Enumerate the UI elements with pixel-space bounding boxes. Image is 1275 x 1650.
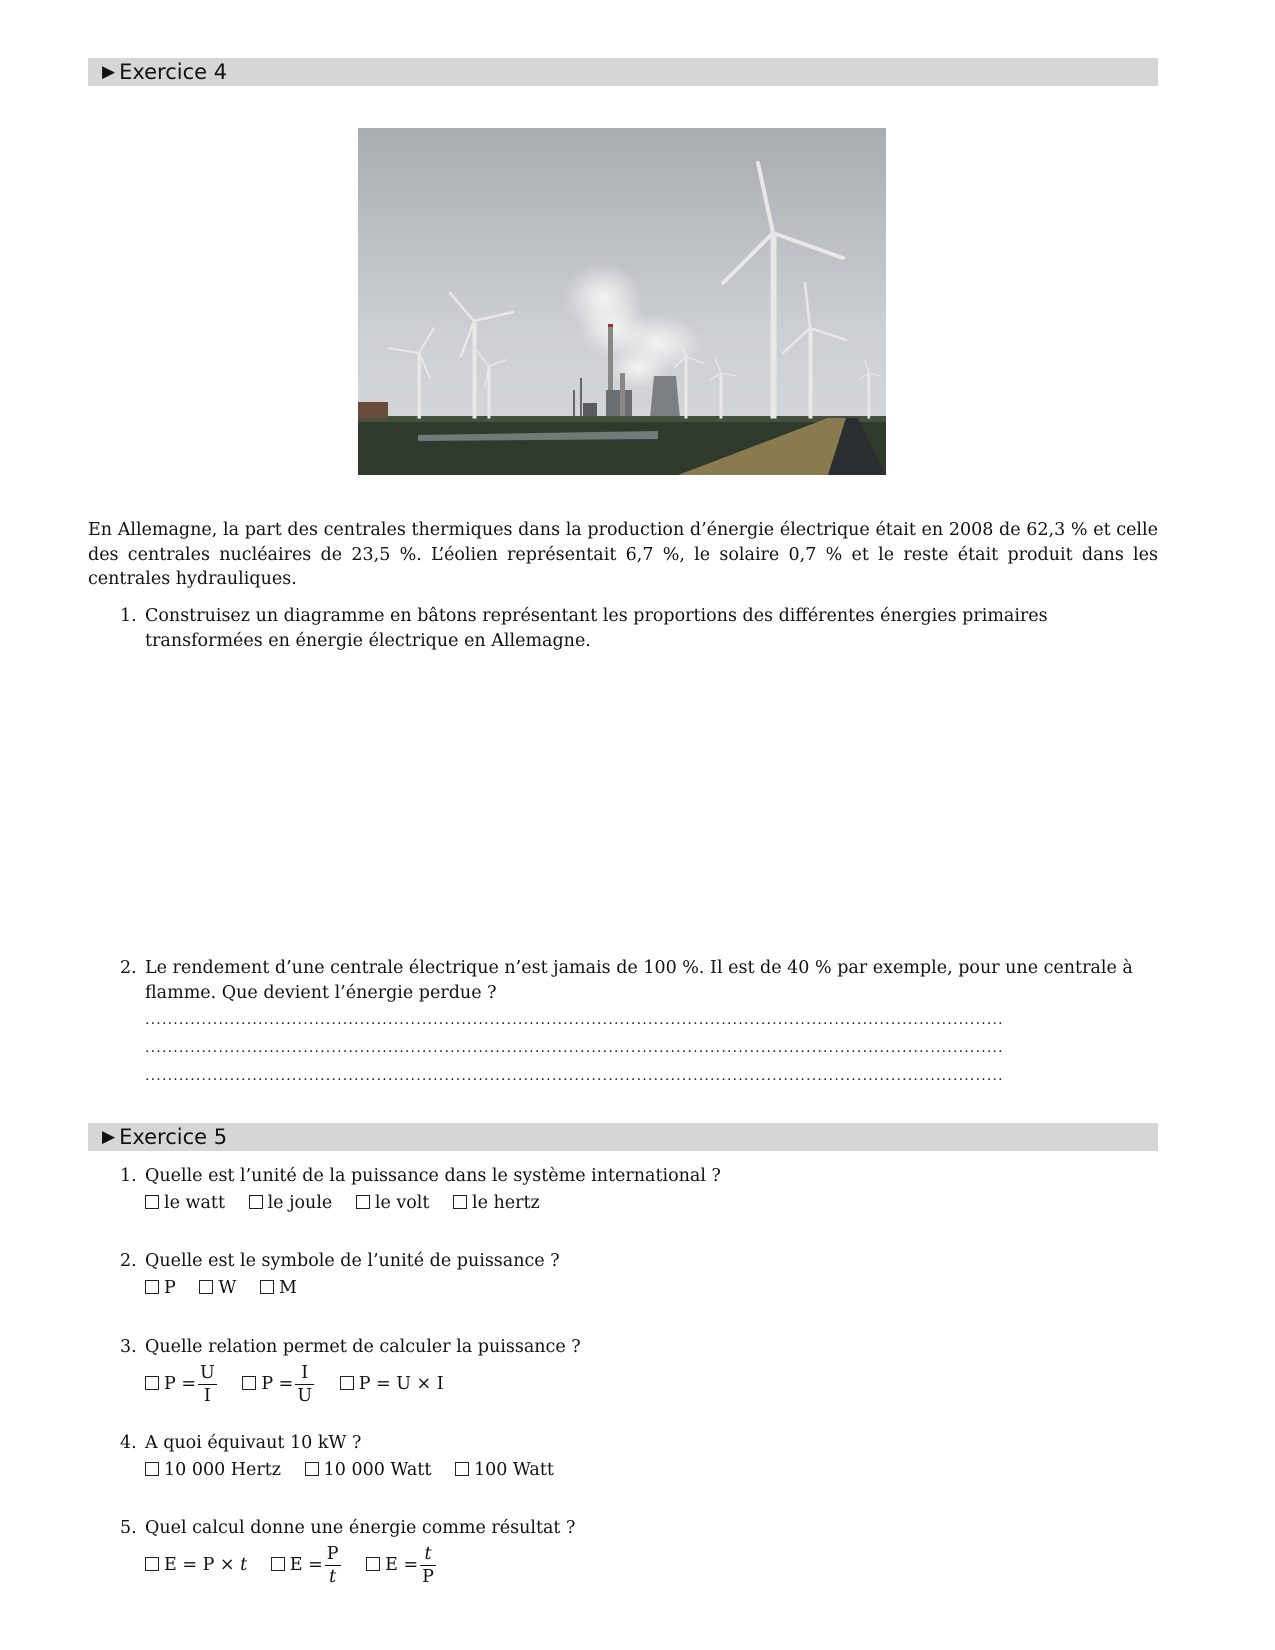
fraction: $\frac{t}{P}$ bbox=[422, 1544, 434, 1587]
question-number: 2. bbox=[120, 1251, 137, 1271]
triangle-right-icon: ▶ bbox=[102, 1127, 116, 1147]
checkbox[interactable] bbox=[249, 1195, 263, 1209]
answer-line-3[interactable]: ........................................................................................................................................................ bbox=[145, 1068, 1004, 1084]
ex5-q2-options bbox=[145, 1278, 315, 1298]
checkbox[interactable] bbox=[145, 1376, 159, 1390]
option-w[interactable]: W bbox=[199, 1278, 236, 1298]
exercise-4-header bbox=[88, 58, 1158, 86]
ex5-q1-options bbox=[145, 1193, 558, 1213]
question-text: Construisez un diagramme en bâtons représentant les proportions des différentes énergies primaires transformées en énergie électrique en Allemagne. bbox=[145, 606, 1048, 651]
question-number: 5. bbox=[120, 1518, 137, 1538]
checkbox[interactable] bbox=[145, 1557, 159, 1571]
checkbox[interactable] bbox=[340, 1376, 354, 1390]
checkbox[interactable] bbox=[260, 1280, 274, 1294]
ex5-question-4 bbox=[88, 1431, 1158, 1456]
question-text: Quelle relation permet de calculer la puissance ? bbox=[145, 1337, 581, 1357]
checkbox[interactable] bbox=[356, 1195, 370, 1209]
option-e-p-times-t[interactable]: E = P × t bbox=[145, 1555, 247, 1575]
checkbox[interactable] bbox=[199, 1280, 213, 1294]
option-p-u-times-i[interactable]: P = U × I bbox=[340, 1374, 444, 1394]
option-p-u-over-i[interactable]: P = $\frac{U}{I}$ bbox=[145, 1362, 219, 1407]
checkbox[interactable] bbox=[453, 1195, 467, 1209]
answer-line-2[interactable]: ........................................................................................................................................................ bbox=[145, 1040, 1004, 1056]
option-joule[interactable]: le joule bbox=[249, 1193, 333, 1213]
checkbox[interactable] bbox=[366, 1557, 380, 1571]
exercise-5-title: Exercice 5 bbox=[119, 1125, 228, 1149]
question-text: Le rendement d’une centrale électrique n’est jamais de 100 %. Il est de 40 % par exemple, pour une centrale à flamme. Que devient l’énergie perdue ? bbox=[145, 958, 1133, 1003]
option-hertz[interactable]: le hertz bbox=[453, 1193, 540, 1213]
question-number: 1. bbox=[120, 1166, 137, 1186]
question-number: 1. bbox=[120, 606, 137, 626]
ex5-q3-options bbox=[145, 1362, 462, 1407]
ex5-question-1 bbox=[88, 1164, 1158, 1189]
option-m[interactable]: M bbox=[260, 1278, 297, 1298]
answer-line-1[interactable]: ........................................................................................................................................................ bbox=[145, 1012, 1004, 1028]
option-100-watt[interactable]: 100 Watt bbox=[455, 1460, 554, 1480]
ex5-question-2 bbox=[88, 1249, 1158, 1274]
option-volt[interactable]: le volt bbox=[356, 1193, 430, 1213]
triangle-right-icon: ▶ bbox=[102, 62, 116, 82]
option-p-i-over-u[interactable]: P = $\frac{I}{U}$ bbox=[242, 1362, 316, 1407]
checkbox[interactable] bbox=[271, 1557, 285, 1571]
option-watt[interactable]: le watt bbox=[145, 1193, 225, 1213]
checkbox[interactable] bbox=[145, 1462, 159, 1476]
option-p[interactable]: P bbox=[145, 1278, 176, 1298]
question-text: A quoi équivaut 10 kW ? bbox=[145, 1433, 362, 1453]
question-text: Quelle est le symbole de l’unité de puissance ? bbox=[145, 1251, 560, 1271]
option-10000-watt[interactable]: 10 000 Watt bbox=[305, 1460, 432, 1480]
ex5-q5-options bbox=[145, 1543, 456, 1588]
option-10000-hertz[interactable]: 10 000 Hertz bbox=[145, 1460, 281, 1480]
checkbox[interactable] bbox=[242, 1376, 256, 1390]
ex5-question-3 bbox=[88, 1335, 1158, 1360]
checkbox[interactable] bbox=[145, 1280, 159, 1294]
fraction: $\frac{I}{U}$ bbox=[297, 1363, 313, 1406]
wind-turbines-photo bbox=[358, 128, 886, 475]
exercise-5-header bbox=[88, 1123, 1158, 1151]
question-number: 4. bbox=[120, 1433, 137, 1453]
question-text: Quel calcul donne une énergie comme résultat ? bbox=[145, 1518, 576, 1538]
ex5-question-5 bbox=[88, 1516, 1158, 1541]
option-e-t-over-p[interactable]: E = $\frac{t}{P}$ bbox=[366, 1543, 438, 1588]
ex5-q4-options bbox=[145, 1460, 572, 1480]
checkbox[interactable] bbox=[455, 1462, 469, 1476]
checkbox[interactable] bbox=[145, 1195, 159, 1209]
question-number: 3. bbox=[120, 1337, 137, 1357]
exercise-4-title: Exercice 4 bbox=[119, 60, 228, 84]
ex4-question-2 bbox=[88, 956, 1158, 1005]
fraction: $\frac{P}{t}$ bbox=[326, 1544, 339, 1587]
option-e-p-over-t[interactable]: E = $\frac{P}{t}$ bbox=[271, 1543, 343, 1588]
question-text: Quelle est l’unité de la puissance dans le système international ? bbox=[145, 1166, 721, 1186]
intro-paragraph: En Allemagne, la part des centrales thermiques dans la production d’énergie électrique était en 2008 de 62,3 % et celle des centrales nucléaires de 23,5 %. L’éolien représentait 6,7 %, le solaire 0,7 % et le reste était produit dans les centrales hydrauliques. bbox=[88, 520, 1158, 589]
fraction: $\frac{U}{I}$ bbox=[200, 1363, 215, 1406]
question-number: 2. bbox=[120, 958, 137, 978]
checkbox[interactable] bbox=[305, 1462, 319, 1476]
ex4-question-1 bbox=[88, 604, 1158, 653]
